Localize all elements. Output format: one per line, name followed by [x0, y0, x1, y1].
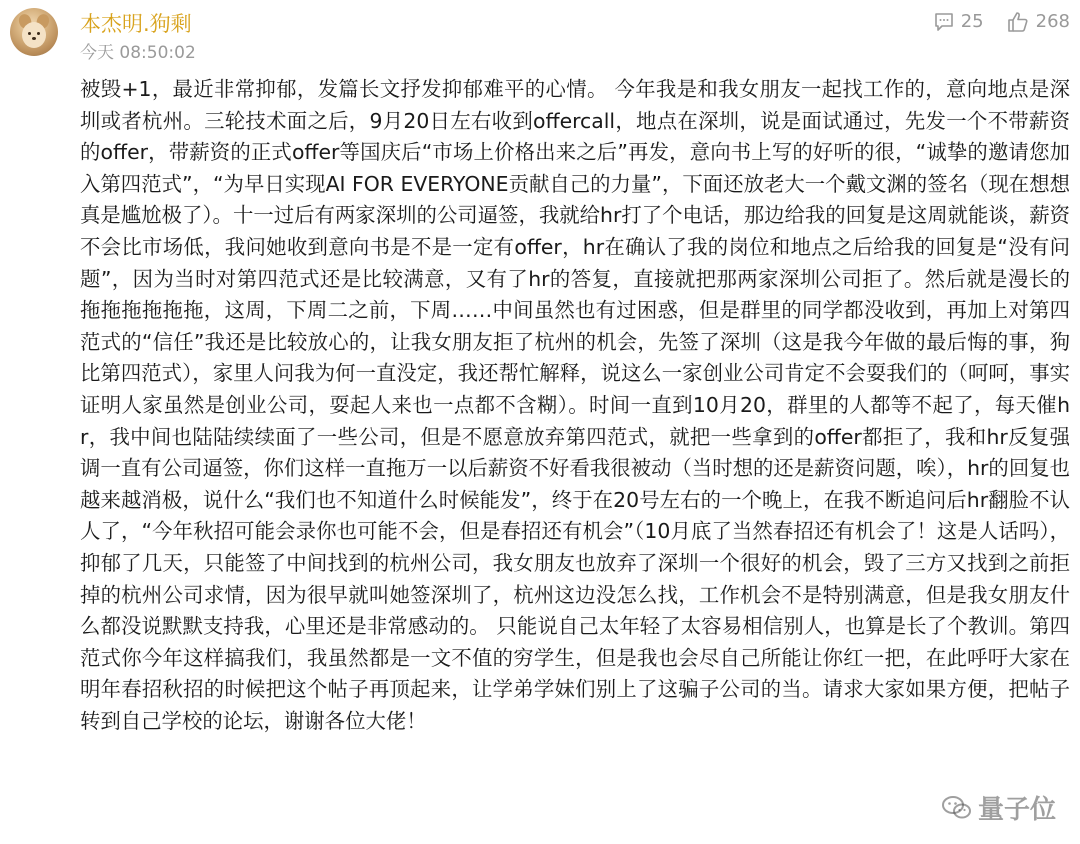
- thumbs-up-icon: [1006, 10, 1030, 34]
- avatar-eye-right: [37, 32, 40, 35]
- like-count: 268: [1035, 11, 1070, 32]
- comment-actions: [933, 10, 1070, 34]
- watermark-text: 量子位: [977, 795, 1056, 825]
- watermark: [942, 789, 1056, 826]
- comment-button[interactable]: [933, 10, 984, 34]
- comment-icon: [933, 11, 955, 33]
- avatar-nose: [32, 37, 36, 40]
- comment-count: 25: [960, 11, 984, 32]
- post-content: 被毁+1，最近非常抑郁，发篇长文抒发抑郁难平的心情。 今年我是和我女朋友一起找工作的，意向地点是深圳或者杭州。三轮技术面之后，9月20日左右收到offercall，地点在深圳，说是面试通过，先发一个不带薪资的offer，带薪资的正式offer等国庆后“市场上价格出来之后”再发，意向书上写的好听的很，“诚挚的邀请您加入第四范式”，“为早日实现AI FOR EVERYONE贡献自己的力量”，下面还放老大一个戴文渊的签名（现在想想真是尴尬极了）。十一过后有两家深圳的公司逼签，我就给hr打了个电话，那边给我的回复是这周就能谈，薪资不会比市场低，我问她收到意向书是不是一定有offer，hr在确认了我的岗位和地点之后给我的回复是“没有问题”，因为当时对第四范式还是比较满意，又有了hr的答复，直接就把那两家深圳公司拒了。然后就是漫长的拖拖拖拖拖拖，这周，下周二之前，下周……中间虽然也有过困惑，但是群里的同学都没收到，再加上对第四范式的“信任”我还是比较放心的，让我女朋友拒了杭州的机会，先签了深圳（这是我今年做的最后悔的事，狗比第四范式），家里人问我为何一直没定，我还帮忙解释，说这么一家创业公司肯定不会耍我们的（呵呵，事实证明人家虽然是创业公司，耍起人来也一点都不含糊）。时间一直到10月20，群里的人都等不起了，每天催hr，我中间也陆陆续续面了一些公司，但是不愿意放弃第四范式，就把一些拿到的offer都拒了，我和hr反复强调一直有公司逼签，你们这样一直拖万一以后薪资不好看我很被动（当时想的还是薪资问题，唉），hr的回复也越来越消极，说什么“我们也不知道什么时候能发”，终于在20号左右的一个晚上，在我不断追问后hr翻脸不认人了，“今年秋招可能会录你也可能不会，但是春招还有机会”（10月底了当然春招还有机会了！这是人话吗），抑郁了几天，只能签了中间找到的杭州公司，我女朋友也放弃了深圳一个很好的机会，毁了三方又找到之前拒掉的杭州公司求情，因为很早就叫她签深圳了，杭州这边没怎么找，工作机会不是特别满意，但是我女朋友什么都没说默默支持我，心里还是非常感动的。 只能说自己太年轻了太容易相信别人，也算是长了个教训。第四范式你今年这样搞我们，我虽然都是一文不值的穷学生，但是我也会尽自己所能让你红一把，在此呼吁大家在明年春招秋招的时候把这个帖子再顶起来，让学弟学妹们别上了这骗子公司的当。请求大家如果方便，把帖子转到自己学校的论坛，谢谢各位大佬！: [80, 77, 1070, 733]
- like-button[interactable]: [1006, 10, 1070, 34]
- timestamp: 今天 08:50:02: [80, 43, 196, 63]
- avatar-eye-left: [28, 32, 31, 35]
- wechat-icon: [942, 795, 972, 821]
- username[interactable]: 本杰明.狗剩: [80, 12, 192, 36]
- avatar-face: [22, 22, 46, 48]
- avatar[interactable]: [10, 8, 58, 56]
